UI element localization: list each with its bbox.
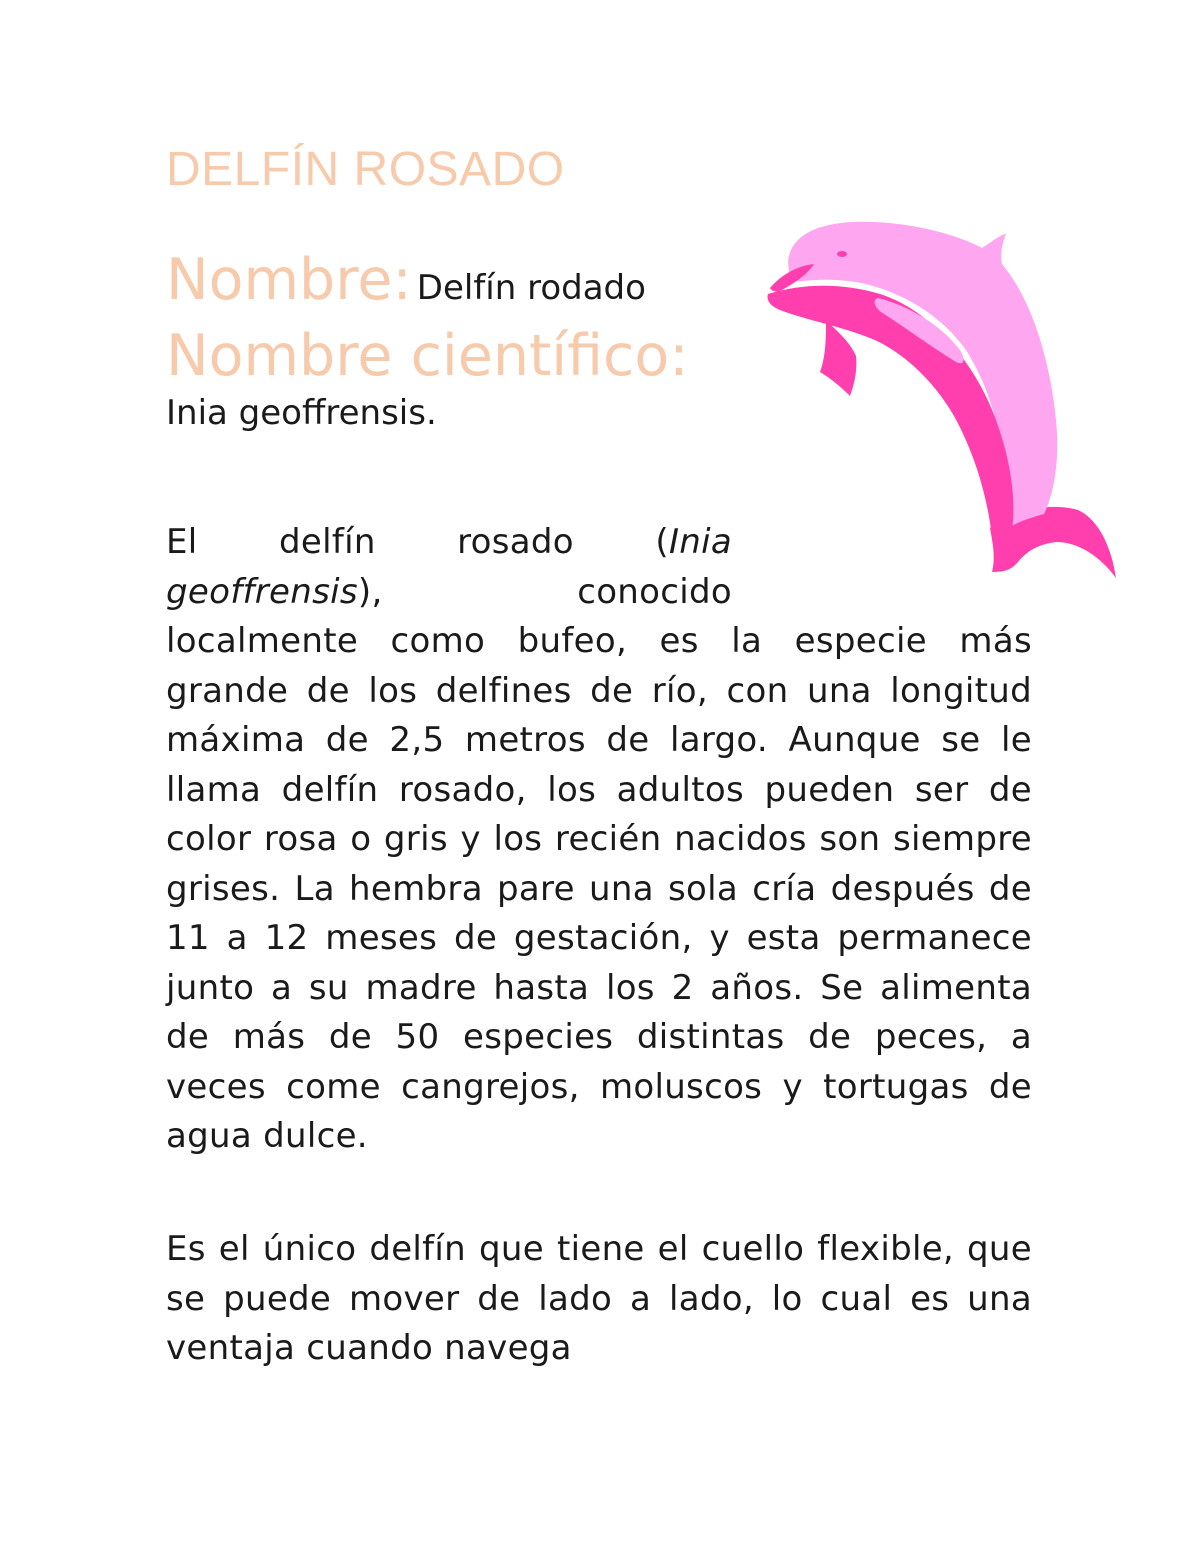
paragraph-lead: El delfín rosado (: [166, 522, 669, 562]
paragraph-neck: Es el único delfín que tiene el cuello flexible, que se puede mover de lado a lado, lo cual es una ventaja cuando navega: [166, 1229, 1032, 1368]
dolphin-icon: [760, 210, 1122, 588]
species-name-italic: Inia geoffrensis: [166, 522, 732, 612]
scientific-name-value: Inia geoffrensis.: [166, 393, 437, 433]
name-value: Delfín rodado: [416, 268, 646, 308]
dolphin-eye: [837, 251, 847, 257]
document-title: DELFÍN ROSADO: [166, 143, 565, 196]
paragraph-rest: ), conocido localmente como bufeo, es la especie más grande de los delfines de río, con una longitud máxima de 2,5 metros de largo. Aunque se le llama delfín rosado, los adultos pueden ser de color rosa o gris y los recién nacidos son siempre grises. La hembra pare una sola cría después de 11 a 12 meses de gestación, y esta permanece junto a su madre hasta los 2 años. Se alimenta de más de 50 especies distintas de peces, a veces come cangrejos, moluscos y tortugas de agua dulce.: [166, 571, 1032, 1156]
dolphin-fin: [820, 320, 856, 396]
name-field: [166, 242, 646, 318]
scientific-name-field: [166, 318, 688, 394]
paragraph-description: [166, 518, 1032, 1162]
name-label: Nombre:: [166, 247, 412, 313]
scientific-name-label: Nombre científico:: [166, 323, 689, 389]
